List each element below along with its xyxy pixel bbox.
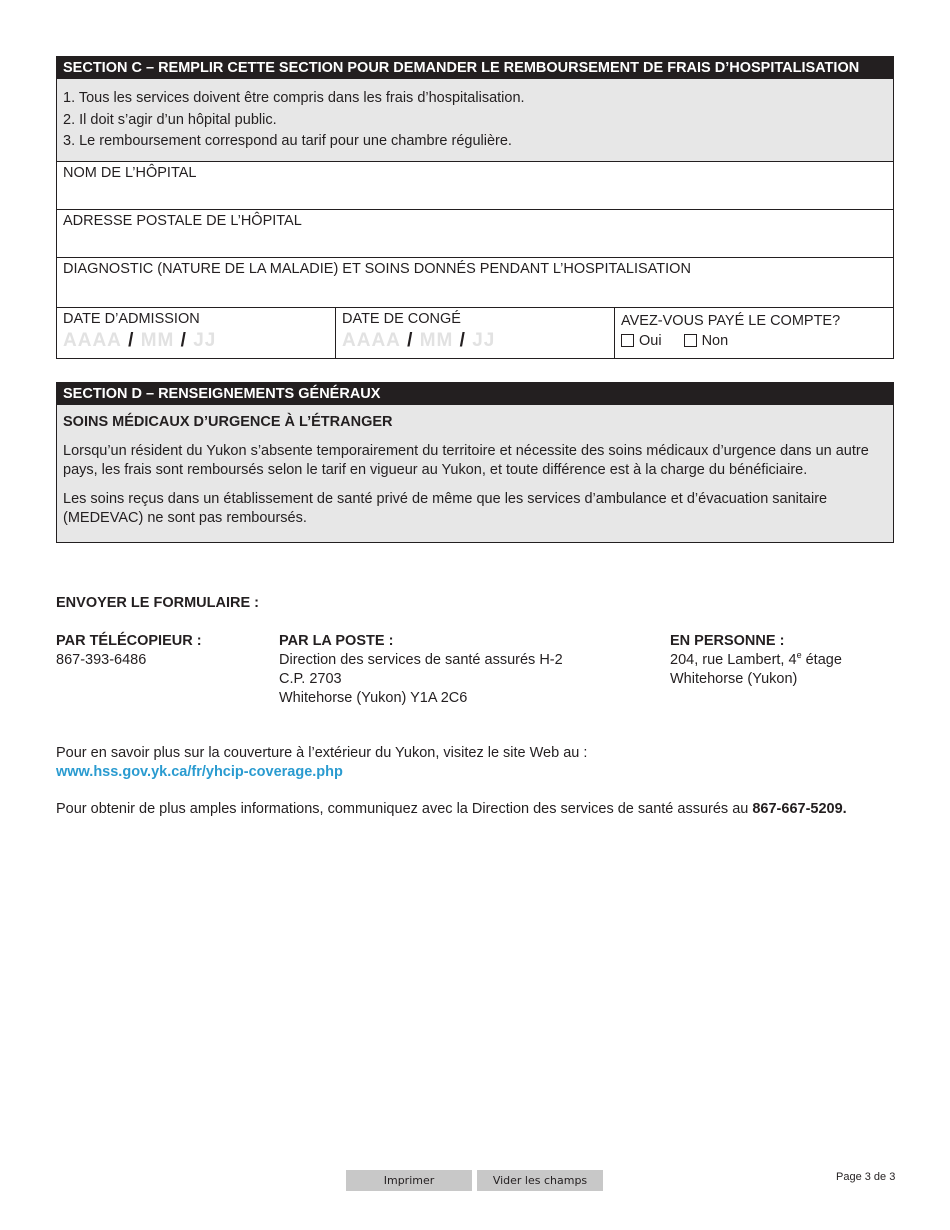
day-placeholder: JJ (193, 329, 217, 351)
hospital-address-label: ADRESSE POSTALE DE L’HÔPITAL (63, 212, 302, 229)
section-d-body (57, 405, 893, 542)
in-person-label: EN PERSONNE : (670, 633, 785, 649)
section-d-paragraph-1: Lorsqu’un résident du Yukon s’absente temporairement du territoire et nécessite des soins médicaux d’urgence dans un autre pays, les frais sont remboursés selon le tarif en vigueur au Yukon, et toute différence est à la charge du bénéficiaire. (63, 443, 869, 478)
web-link[interactable]: www.hss.gov.yk.ca/fr/yhcip-coverage.php (56, 764, 343, 780)
paid-question-field (615, 308, 893, 358)
hospital-address-field[interactable] (57, 210, 893, 258)
year-placeholder: AAAA (63, 329, 122, 351)
contact-text: Pour obtenir de plus amples informations, communiquez avec la Direction des services de santé assurés au (56, 801, 753, 817)
year-placeholder: AAAA (342, 329, 401, 351)
date-separator: / (128, 329, 135, 351)
web-info-text: Pour en savoir plus sur la couverture à l’extérieur du Yukon, visitez le site Web au : (56, 745, 588, 761)
paid-yes-label: Oui (639, 332, 662, 349)
fax-number: 867-393-6486 (56, 652, 147, 668)
clear-fields-button[interactable]: Vider les champs (477, 1170, 603, 1191)
note-1: 1. Tous les services doivent être compris dans les frais d’hospitalisation. (63, 90, 525, 106)
page-number: Page 3 de 3 (836, 1171, 896, 1183)
day-placeholder: JJ (472, 329, 496, 351)
contact-phone: 867-667-5209. (752, 801, 847, 817)
in-person-line-2: Whitehorse (Yukon) (670, 671, 798, 687)
hospital-name-field[interactable] (57, 162, 893, 210)
diagnosis-label: DIAGNOSTIC (NATURE DE LA MALADIE) ET SOINS DONNÉS PENDANT L’HOSPITALISATION (63, 260, 691, 277)
print-button[interactable]: Imprimer (346, 1170, 472, 1191)
discharge-date-label: DATE DE CONGÉ (342, 310, 461, 327)
send-form-title: ENVOYER LE FORMULAIRE : (56, 595, 260, 611)
date-separator: / (459, 329, 466, 351)
discharge-date-placeholder[interactable] (342, 329, 608, 353)
admission-date-field[interactable] (57, 308, 336, 358)
contact-info (56, 800, 847, 819)
hospital-name-label: NOM DE L’HÔPITAL (63, 164, 197, 181)
section-c-notes (57, 79, 893, 162)
paid-yes-checkbox[interactable] (621, 334, 634, 347)
discharge-date-field[interactable] (336, 308, 615, 358)
mail-line-1: Direction des services de santé assurés H-2 (279, 652, 563, 668)
fax-label: PAR TÉLÉCOPIEUR : (56, 633, 202, 649)
admission-date-label: DATE D’ADMISSION (63, 310, 200, 327)
section-c (56, 56, 894, 359)
date-separator: / (180, 329, 187, 351)
date-separator: / (407, 329, 414, 351)
paid-options (621, 333, 887, 349)
section-d-title: SECTION D – RENSEIGNEMENTS GÉNÉRAUX (57, 383, 893, 405)
paid-no-label: Non (701, 332, 729, 349)
note-3: 3. Le remboursement correspond au tarif pour une chambre régulière. (63, 133, 512, 149)
diagnosis-field[interactable] (57, 258, 893, 308)
section-d-subtitle: SOINS MÉDICAUX D’URGENCE À L’ÉTRANGER (63, 414, 393, 430)
admission-date-placeholder[interactable] (63, 329, 329, 353)
month-placeholder: MM (419, 329, 454, 351)
section-d-paragraph-2: Les soins reçus dans un établissement de santé privé de même que les services d’ambulance et d’évacuation sanitaire (MEDEVAC) ne sont pas remboursés. (63, 491, 828, 526)
mail-line-3: Whitehorse (Yukon) Y1A 2C6 (279, 690, 468, 706)
paid-question-label: AVEZ-VOUS PAYÉ LE COMPTE? (621, 312, 841, 329)
note-2: 2. Il doit s’agir d’un hôpital public. (63, 111, 277, 128)
section-d (56, 382, 894, 543)
mail-label: PAR LA POSTE : (279, 633, 394, 649)
section-c-title: SECTION C – REMPLIR CETTE SECTION POUR DEMANDER LE REMBOURSEMENT DE FRAIS D’HOSPITALISATION (57, 57, 893, 79)
dates-row (57, 308, 893, 358)
mail-line-2: C.P. 2703 (279, 671, 342, 687)
in-person-line-1: 204, rue Lambert, 4e étage (670, 650, 842, 668)
month-placeholder: MM (140, 329, 175, 351)
paid-no-checkbox[interactable] (684, 334, 697, 347)
